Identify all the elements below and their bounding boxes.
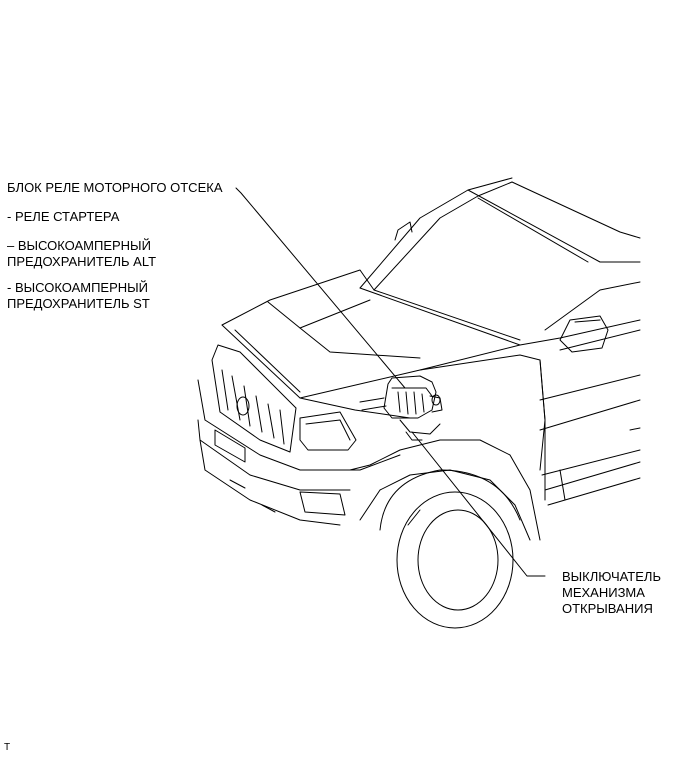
corner-mark: T [4, 742, 11, 753]
relay-block-drawing [360, 376, 442, 440]
label-engine-relay-block: БЛОК РЕЛЕ МОТОРНОГО ОТСЕКА [7, 180, 223, 195]
label-switch-line3: ОТКРЫВАНИЯ [562, 601, 653, 616]
label-fuse-alt-line1: – ВЫСОКОАМПЕРНЫЙ [7, 238, 151, 253]
label-fuse-st-line2: ПРЕДОХРАНИТЕЛЬ ST [7, 296, 150, 311]
label-fuse-st-line1: - ВЫСОКОАМПЕРНЫЙ [7, 280, 149, 295]
label-fuse-alt-line2: ПРЕДОХРАНИТЕЛЬ ALT [7, 254, 157, 269]
vehicle-body-outline [198, 178, 640, 628]
label-starter-relay: - РЕЛЕ СТАРТЕРА [7, 209, 120, 224]
leader-line-switch [412, 432, 545, 576]
label-switch-line1: ВЫКЛЮЧАТЕЛЬ [562, 569, 661, 584]
label-switch-line2: МЕХАНИЗМА [562, 585, 645, 600]
leader-line-relay-block [236, 188, 405, 388]
